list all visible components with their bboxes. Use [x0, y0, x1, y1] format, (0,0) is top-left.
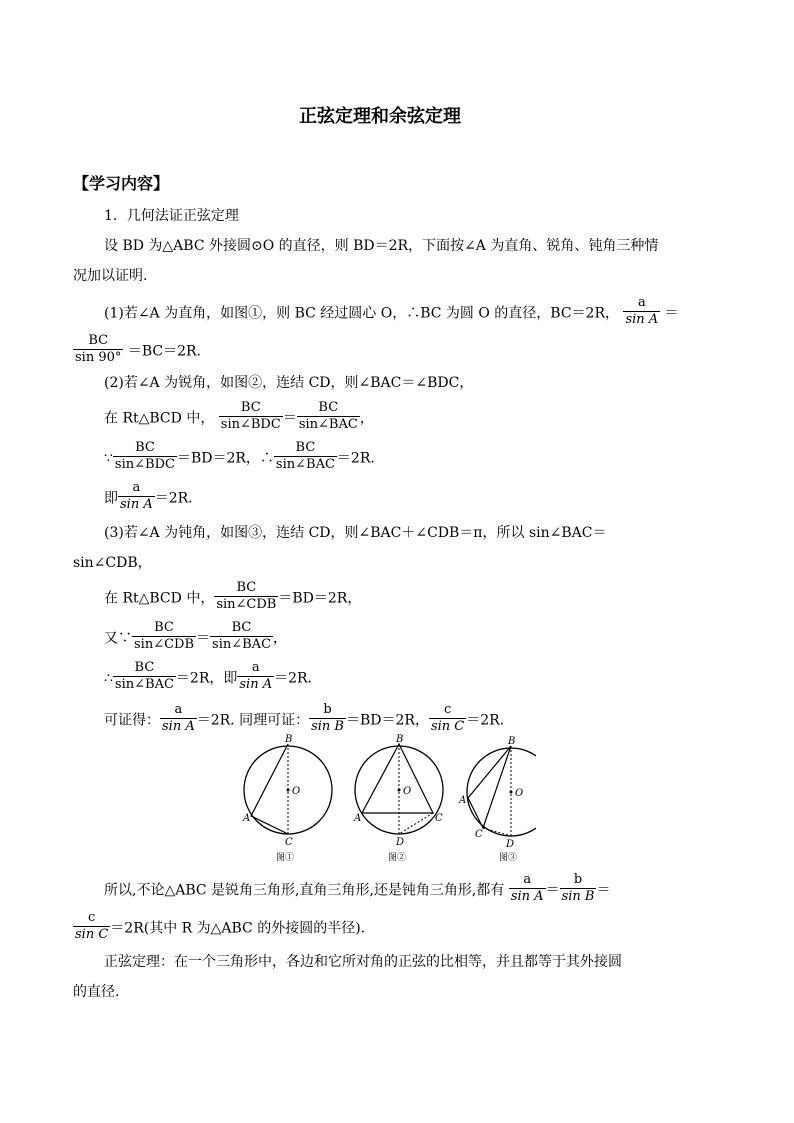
- fraction-b-sinB-2: $\frac{b}{\text{sin B}}$: [561, 872, 595, 904]
- case1-text: (1)若∠A 为直角，如图①，则 BC 经过圆心 O，∴BC 为圆 O 的直径，BC＝2R，: [104, 305, 620, 322]
- page-title: 正弦定理和余弦定理: [299, 106, 461, 127]
- fraction-a-sinA-5: $\frac{a}{\text{sin A}}$: [510, 872, 544, 904]
- fraction-BC-sinBDC: $\frac{BC}{\text{sin∠BDC}}$: [220, 400, 281, 432]
- svg-text:B: B: [396, 734, 404, 745]
- svg-text:C: C: [435, 813, 443, 824]
- intro-line-2: 况加以证明.: [73, 268, 148, 284]
- fraction-a-sinA-4: $\frac{a}{\text{sin A}}$: [162, 702, 195, 734]
- svg-text:D: D: [396, 837, 405, 848]
- theorem-line-2: 的直径.: [73, 984, 120, 1000]
- figure-3: [458, 736, 536, 863]
- figure-2: [353, 734, 443, 863]
- summary-line-2: $\frac{c}{\text{sin C}}$ ＝2R(其中 R 为△ABC 的外接圆的半径).: [75, 910, 366, 942]
- fraction-a-sinA-2: $\frac{a}{\text{sin A}}$: [120, 480, 153, 512]
- proof-figures: [236, 733, 536, 865]
- caption-2: 图②: [388, 853, 407, 863]
- case3-line: (3)若∠A 为钝角，如图③，连结 CD，则∠BAC＋∠CDB＝π，所以 sin∠BAC＝: [104, 525, 607, 541]
- svg-text:O: O: [515, 788, 524, 799]
- fraction-BC-sinBDC-2: $\frac{BC}{\text{sin∠BDC}}$: [114, 440, 175, 472]
- case3-you-line: 又∵ $\frac{BC}{\text{sin∠CDB}}$ ＝ $\frac{BC}{\text{sin∠BAC}}$ ，: [104, 620, 288, 652]
- case3-rt-line: 在 Rt△BCD 中， $\frac{BC}{\text{sin∠CDB}}$ ＝BD＝2R，: [104, 580, 362, 612]
- label-A: A: [243, 813, 251, 824]
- case3-so-line: ∴ $\frac{BC}{\text{sin∠BAC}}$ ＝2R，即 $\frac{a}{\text{sin A}}$ ＝2R.: [104, 660, 312, 692]
- fraction-c-sinC-2: $\frac{c}{\text{sin C}}$: [75, 910, 109, 942]
- intro-line-1: 设 BD 为△ABC 外接圆⊙O 的直径，则 BD＝2R，下面按∠A 为直角、锐角、钝角三种情: [104, 238, 659, 254]
- caption-3: 图③: [499, 853, 518, 863]
- svg-text:O: O: [403, 786, 412, 797]
- section-heading: 【学习内容】: [73, 174, 170, 193]
- item-heading: 1．几何法证正弦定理: [104, 208, 239, 224]
- case2-ji-line: 即 $\frac{a}{\text{sin A}}$ ＝2R.: [104, 480, 193, 512]
- case1-end: ＝BC＝2R.: [127, 343, 202, 360]
- summary-line-1: 所以,不论△ABC 是锐角三角形,直角三角形,还是钝角三角形,都有 $\frac{a}{\text{sin A}}$ ＝ $\frac{b}{\text{sin B}}$ ＝: [104, 872, 611, 904]
- fraction-a-sinA: $\frac{a}{\text{sin A}}$: [625, 295, 659, 327]
- svg-text:C: C: [475, 829, 483, 840]
- label-C: C: [285, 837, 293, 848]
- theorem-line-1: 正弦定理：在一个三角形中，各边和它所对角的正弦的比相等，并且都等于其外接圆: [104, 954, 622, 970]
- fraction-c-sinC: $\frac{c}{\text{sin C}}$: [430, 702, 465, 734]
- prove-line: 可证得： $\frac{a}{\text{sin A}}$ ＝2R. 同理可证： $\frac{b}{\text{sin B}}$ ＝BD＝2R， $\frac{c}{\text{sin C}}$ ＝2R.: [104, 702, 505, 734]
- fraction-BC-sinBAC-2: $\frac{BC}{\text{sin∠BAC}}$: [275, 440, 335, 472]
- svg-text:A: A: [459, 795, 467, 806]
- case2-since-line: ∵ $\frac{BC}{\text{sin∠BDC}}$ ＝BD＝2R，∴ $\frac{BC}{\text{sin∠BAC}}$ ＝2R.: [104, 440, 375, 472]
- case3-line-2: sin∠CDB，: [73, 555, 152, 571]
- case2-line: (2)若∠A 为锐角，如图②，连结 CD，则∠BAC＝∠BDC，: [104, 375, 474, 391]
- fraction-BC-sinBAC-4: $\frac{BC}{\text{sin∠BAC}}$: [114, 660, 174, 692]
- fraction-BC-sinBAC: $\frac{BC}{\text{sin∠BAC}}$: [298, 400, 358, 432]
- case1-line: (1)若∠A 为直角，如图①，则 BC 经过圆心 O，∴BC 为圆 O 的直径，BC＝2R， $\frac{a}{\text{sin A}}$ ＝: [104, 295, 679, 327]
- svg-text:A: A: [354, 813, 362, 824]
- case1-line-2: [73, 335, 201, 368]
- case2-rt-line: 在 Rt△BCD 中， $\frac{BC}{\text{sin∠BDC}}$ ＝ $\frac{BC}{\text{sin∠BAC}}$ ，: [104, 400, 374, 432]
- fraction-a-sinA-3: $\frac{a}{\text{sin A}}$: [239, 660, 273, 692]
- caption-1: 图①: [276, 853, 295, 863]
- fraction-BC-sinCDB-2: $\frac{BC}{\text{sin∠CDB}}$: [134, 620, 195, 652]
- svg-text:B: B: [508, 736, 516, 747]
- fraction-b-sinB: $\frac{b}{\text{sin B}}$: [311, 702, 344, 734]
- figure-1: [242, 734, 332, 863]
- label-B: B: [285, 734, 293, 745]
- label-O: O: [292, 786, 301, 797]
- svg-text:D: D: [506, 839, 515, 850]
- fraction-BC-sin90: $\frac{BC}{\sin 90^\circ}$: [75, 333, 122, 365]
- fraction-BC-sinBAC-3: $\frac{BC}{\text{sin∠BAC}}$: [212, 620, 272, 652]
- fraction-BC-sinCDB: $\frac{BC}{\text{sin∠CDB}}$: [216, 580, 277, 612]
